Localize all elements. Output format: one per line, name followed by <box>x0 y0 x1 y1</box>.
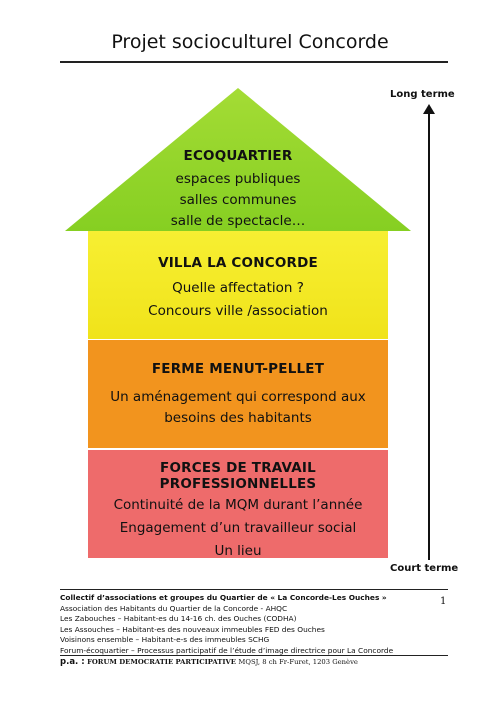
pa-label: p.a. : <box>60 657 85 667</box>
forces-block <box>88 450 388 558</box>
roof-line: salles communes <box>179 192 297 208</box>
ferme-block <box>88 340 388 448</box>
ferme-heading: FERME MENUT-PELLET <box>151 361 325 377</box>
footer-address <box>60 657 358 667</box>
pa-address: MQSJ, 8 ch Fr-Furet, 1203 Genève <box>238 658 358 666</box>
forces-line: Continuité de la MQM durant l’année <box>113 497 363 513</box>
time-axis <box>428 112 430 560</box>
footer-divider-top <box>60 589 448 590</box>
axis-short-term-label: Court terme <box>390 563 459 574</box>
axis-long-term-label: Long terme <box>390 89 455 100</box>
forces-line: Un lieu <box>214 543 262 559</box>
roof-block <box>88 148 388 232</box>
roof-line: espaces publiques <box>175 171 301 187</box>
footer-line: Les Assouches – Habitant-es des nouveaux immeubles FED des Ouches <box>60 624 325 634</box>
villa-line: Concours ville /association <box>148 303 328 319</box>
footer-line: Voisinons ensemble – Habitant-e-s des immeubles SCHG <box>60 635 270 645</box>
ferme-line: Un aménagement qui correspond aux <box>110 389 366 405</box>
villa-line: Quelle affectation ? <box>172 280 304 296</box>
page-title: Projet socioculturel Concorde <box>111 31 389 53</box>
title-divider <box>60 61 448 63</box>
footer-line: Les Zabouches – Habitant-es du 14-16 ch. des Ouches (CODHA) <box>60 614 297 624</box>
forces-line: Engagement d’un travailleur social <box>119 520 357 536</box>
ferme-line: besoins des habitants <box>164 410 312 426</box>
footer-line: Forum-écoquartier – Processus participatif de l’étude d’image directrice pour La Concorde <box>60 645 394 655</box>
footer-divider-bottom <box>60 655 448 656</box>
footer-line: Association des Habitants du Quartier de la Concorde - AHQC <box>60 603 288 613</box>
page-number: 1 <box>440 596 447 607</box>
villa-heading: VILLA LA CONCORDE <box>158 255 318 271</box>
footer-collective-line: Collectif d’associations et groupes du Quartier de « La Concorde-Les Ouches » <box>60 593 387 602</box>
footer-block <box>60 593 440 657</box>
villa-block <box>88 231 388 339</box>
pa-organisation: FORUM DEMOCRATIE PARTICIPATIVE <box>87 658 236 666</box>
ecoquartier-heading: ECOQUARTIER <box>183 148 293 164</box>
forces-heading: FORCES DE TRAVAIL PROFESSIONNELLES <box>159 460 317 492</box>
roof-line: salle de spectacle… <box>170 213 306 229</box>
